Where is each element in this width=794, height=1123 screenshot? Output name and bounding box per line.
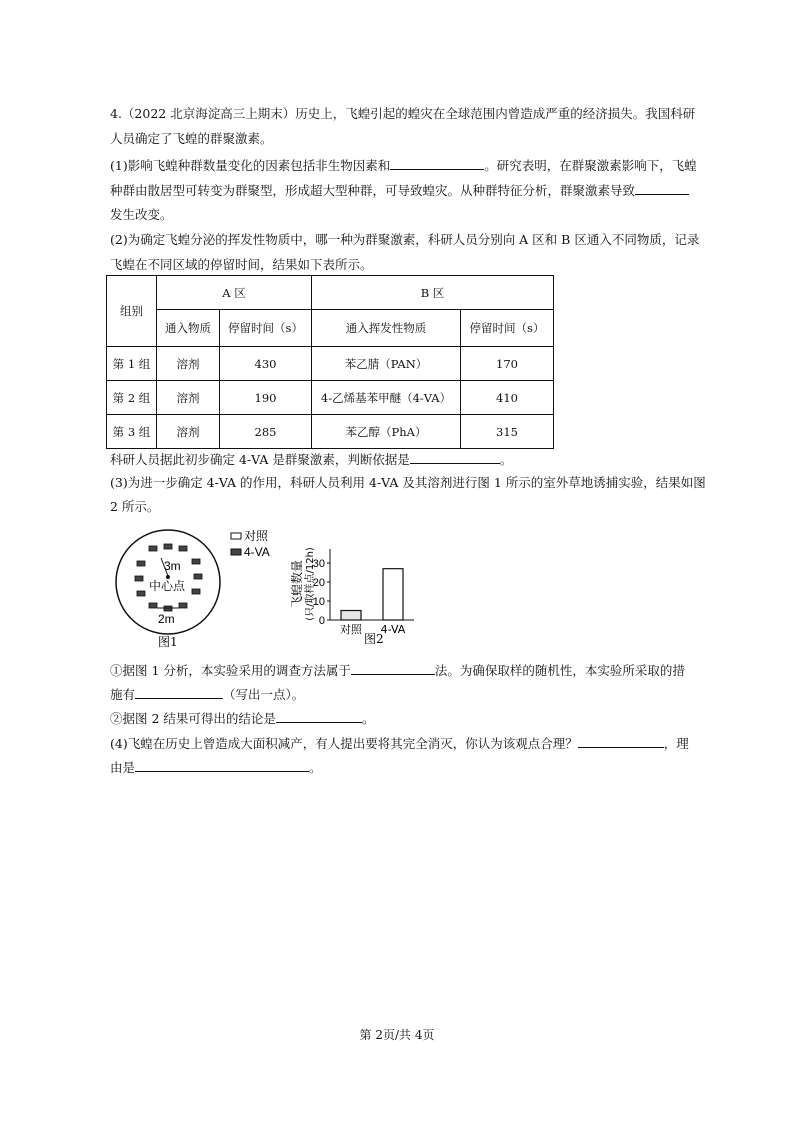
cell-a-time: 430 [220,347,312,381]
cell-a-substance: 溶剂 [157,347,220,381]
part2-after-table [110,451,512,468]
cell-group: 第 3 组 [107,415,157,449]
cell-a-time: 285 [220,415,312,449]
part3a-text-d: （写出一点）。 [223,687,305,702]
y-tick-label: 20 [312,577,325,589]
part3a-text-a: ①据图 1 分析，本实验采用的调查方法属于 [110,663,351,678]
legend-control-icon [231,533,241,539]
trap [179,603,187,608]
part3a-line2 [110,686,304,703]
answer-blank[interactable] [351,662,435,675]
part3a-text-c: 施有 [110,687,136,702]
answer-blank[interactable] [135,686,223,699]
bar [383,569,403,620]
cell-group: 第 1 组 [107,347,157,381]
header-a-substance: 通入物质 [157,310,220,347]
trap [137,591,145,596]
part3b-text: ②据图 2 结果可得出的结论是 [110,711,276,726]
header-b-zone: B 区 [312,276,554,310]
trap [194,574,202,579]
table-row [107,381,554,415]
part1-line3: 发生改变。 [110,207,173,222]
period: 。 [361,711,375,726]
question-intro-line1: 4.（2022 北京海淀高三上期末）历史上，飞蝗引起的蝗灾在全球范围内曾造成严重的经济损失。我国科研 [110,106,696,121]
cell-b-substance: 4-乙烯基苯甲醚（4-VA） [312,381,461,415]
cell-b-time: 410 [461,381,554,415]
y-axis-label-2: (只/取样点/12h) [305,547,316,621]
cell-a-time: 190 [220,381,312,415]
part4-text-b: ，理 [663,736,689,751]
bar [341,611,361,621]
table-row [107,415,554,449]
part1-line2 [110,182,689,199]
question-intro-line2: 人员确定了飞蝗的群聚激素。 [110,131,273,146]
results-table [106,275,554,449]
y-axis-label-1: 飞蝗数量 [290,559,304,609]
trap [164,544,172,549]
cell-b-time: 170 [461,347,554,381]
figure2-caption: 图2 [364,632,384,644]
answer-blank[interactable] [276,710,362,723]
answer-blank[interactable] [390,157,484,170]
part1-text-a: (1)影响飞蝗种群数量变化的因素包括非生物因素和 [110,158,391,173]
y-tick-label: 10 [312,596,325,608]
trap [137,561,145,566]
legend-4va-label: 4-VA [244,545,270,559]
part3-line2: 2 所示。 [110,499,160,514]
trap [179,546,187,551]
part4-text-a: (4)飞蝗在历史上曾造成大面积减产，有人提出要将其完全消灭，你认为该观点合理？ [110,736,578,751]
answer-blank[interactable] [578,735,664,748]
figure1-caption: 图1 [158,635,178,649]
part4-line1 [110,735,689,752]
cell-group: 第 2 组 [107,381,157,415]
cell-a-substance: 溶剂 [157,381,220,415]
legend-4va-icon [231,549,241,555]
part4-line2 [110,759,322,776]
part1-line1 [110,157,697,174]
answer-blank[interactable] [135,759,309,772]
y-tick-label: 30 [312,558,325,570]
period: 。 [309,760,322,775]
legend-control-label: 对照 [244,529,269,543]
answer-blank[interactable] [635,182,689,195]
cell-a-substance: 溶剂 [157,415,220,449]
figure2-bar-chart [282,544,418,644]
part2-line2: 飞蝗在不同区域的停留时间，结果如下表所示。 [110,257,373,272]
trap [192,589,200,594]
part2-after-text: 科研人员据此初步确定 4-VA 是群聚激素，判断依据是 [110,452,410,467]
cell-b-substance: 苯乙醇（PhA） [312,415,461,449]
part3a-text-b: 法。为确保取样的随机性，本实验所采取的措 [434,663,685,678]
label-3m: 3m [164,559,181,573]
y-tick-label: 0 [318,615,325,627]
part3a-line1 [110,662,685,679]
figure1-diagram [108,528,280,658]
header-a-zone: A 区 [157,276,312,310]
part3-line1: (3)为进一步确定 4-VA 的作用，科研人员利用 4-VA 及其溶剂进行图 1 所示的室外草地诱捕实验，结果如图 [110,475,706,490]
trap [149,603,157,608]
trap [192,559,200,564]
x-tick-label: 对照 [340,623,362,636]
part1-text-c: 种群由散居型可转变为群聚型，形成超大型种群，可导致蝗灾。从种群特征分析，群聚激素导致 [110,183,636,198]
x-tick-label: 4-VA [380,623,406,636]
table-row [107,347,554,381]
header-group: 组别 [107,276,157,347]
header-a-time: 停留时间（s） [220,310,312,347]
period: 。 [499,452,513,467]
trap [149,546,157,551]
page-footer: 第 2页/共 4页 [359,1028,435,1042]
part1-text-b: 。研究表明，在群聚激素影响下，飞蝗 [484,158,697,173]
part2-line1: (2)为确定飞蝗分泌的挥发性物质中，哪一种为群聚激素，科研人员分别向 A 区和 B 区通入不同物质，记录 [110,232,700,247]
header-b-time: 停留时间（s） [461,310,554,347]
answer-blank[interactable] [410,451,500,464]
header-b-substance: 通入挥发性物质 [312,310,461,347]
part3b-line [110,710,374,727]
part4-text-c: 由是 [110,760,136,775]
label-2m: 2m [158,612,175,626]
cell-b-time: 315 [461,415,554,449]
label-center: 中心点 [149,579,186,593]
trap [135,576,143,581]
cell-b-substance: 苯乙腈（PAN） [312,347,461,381]
